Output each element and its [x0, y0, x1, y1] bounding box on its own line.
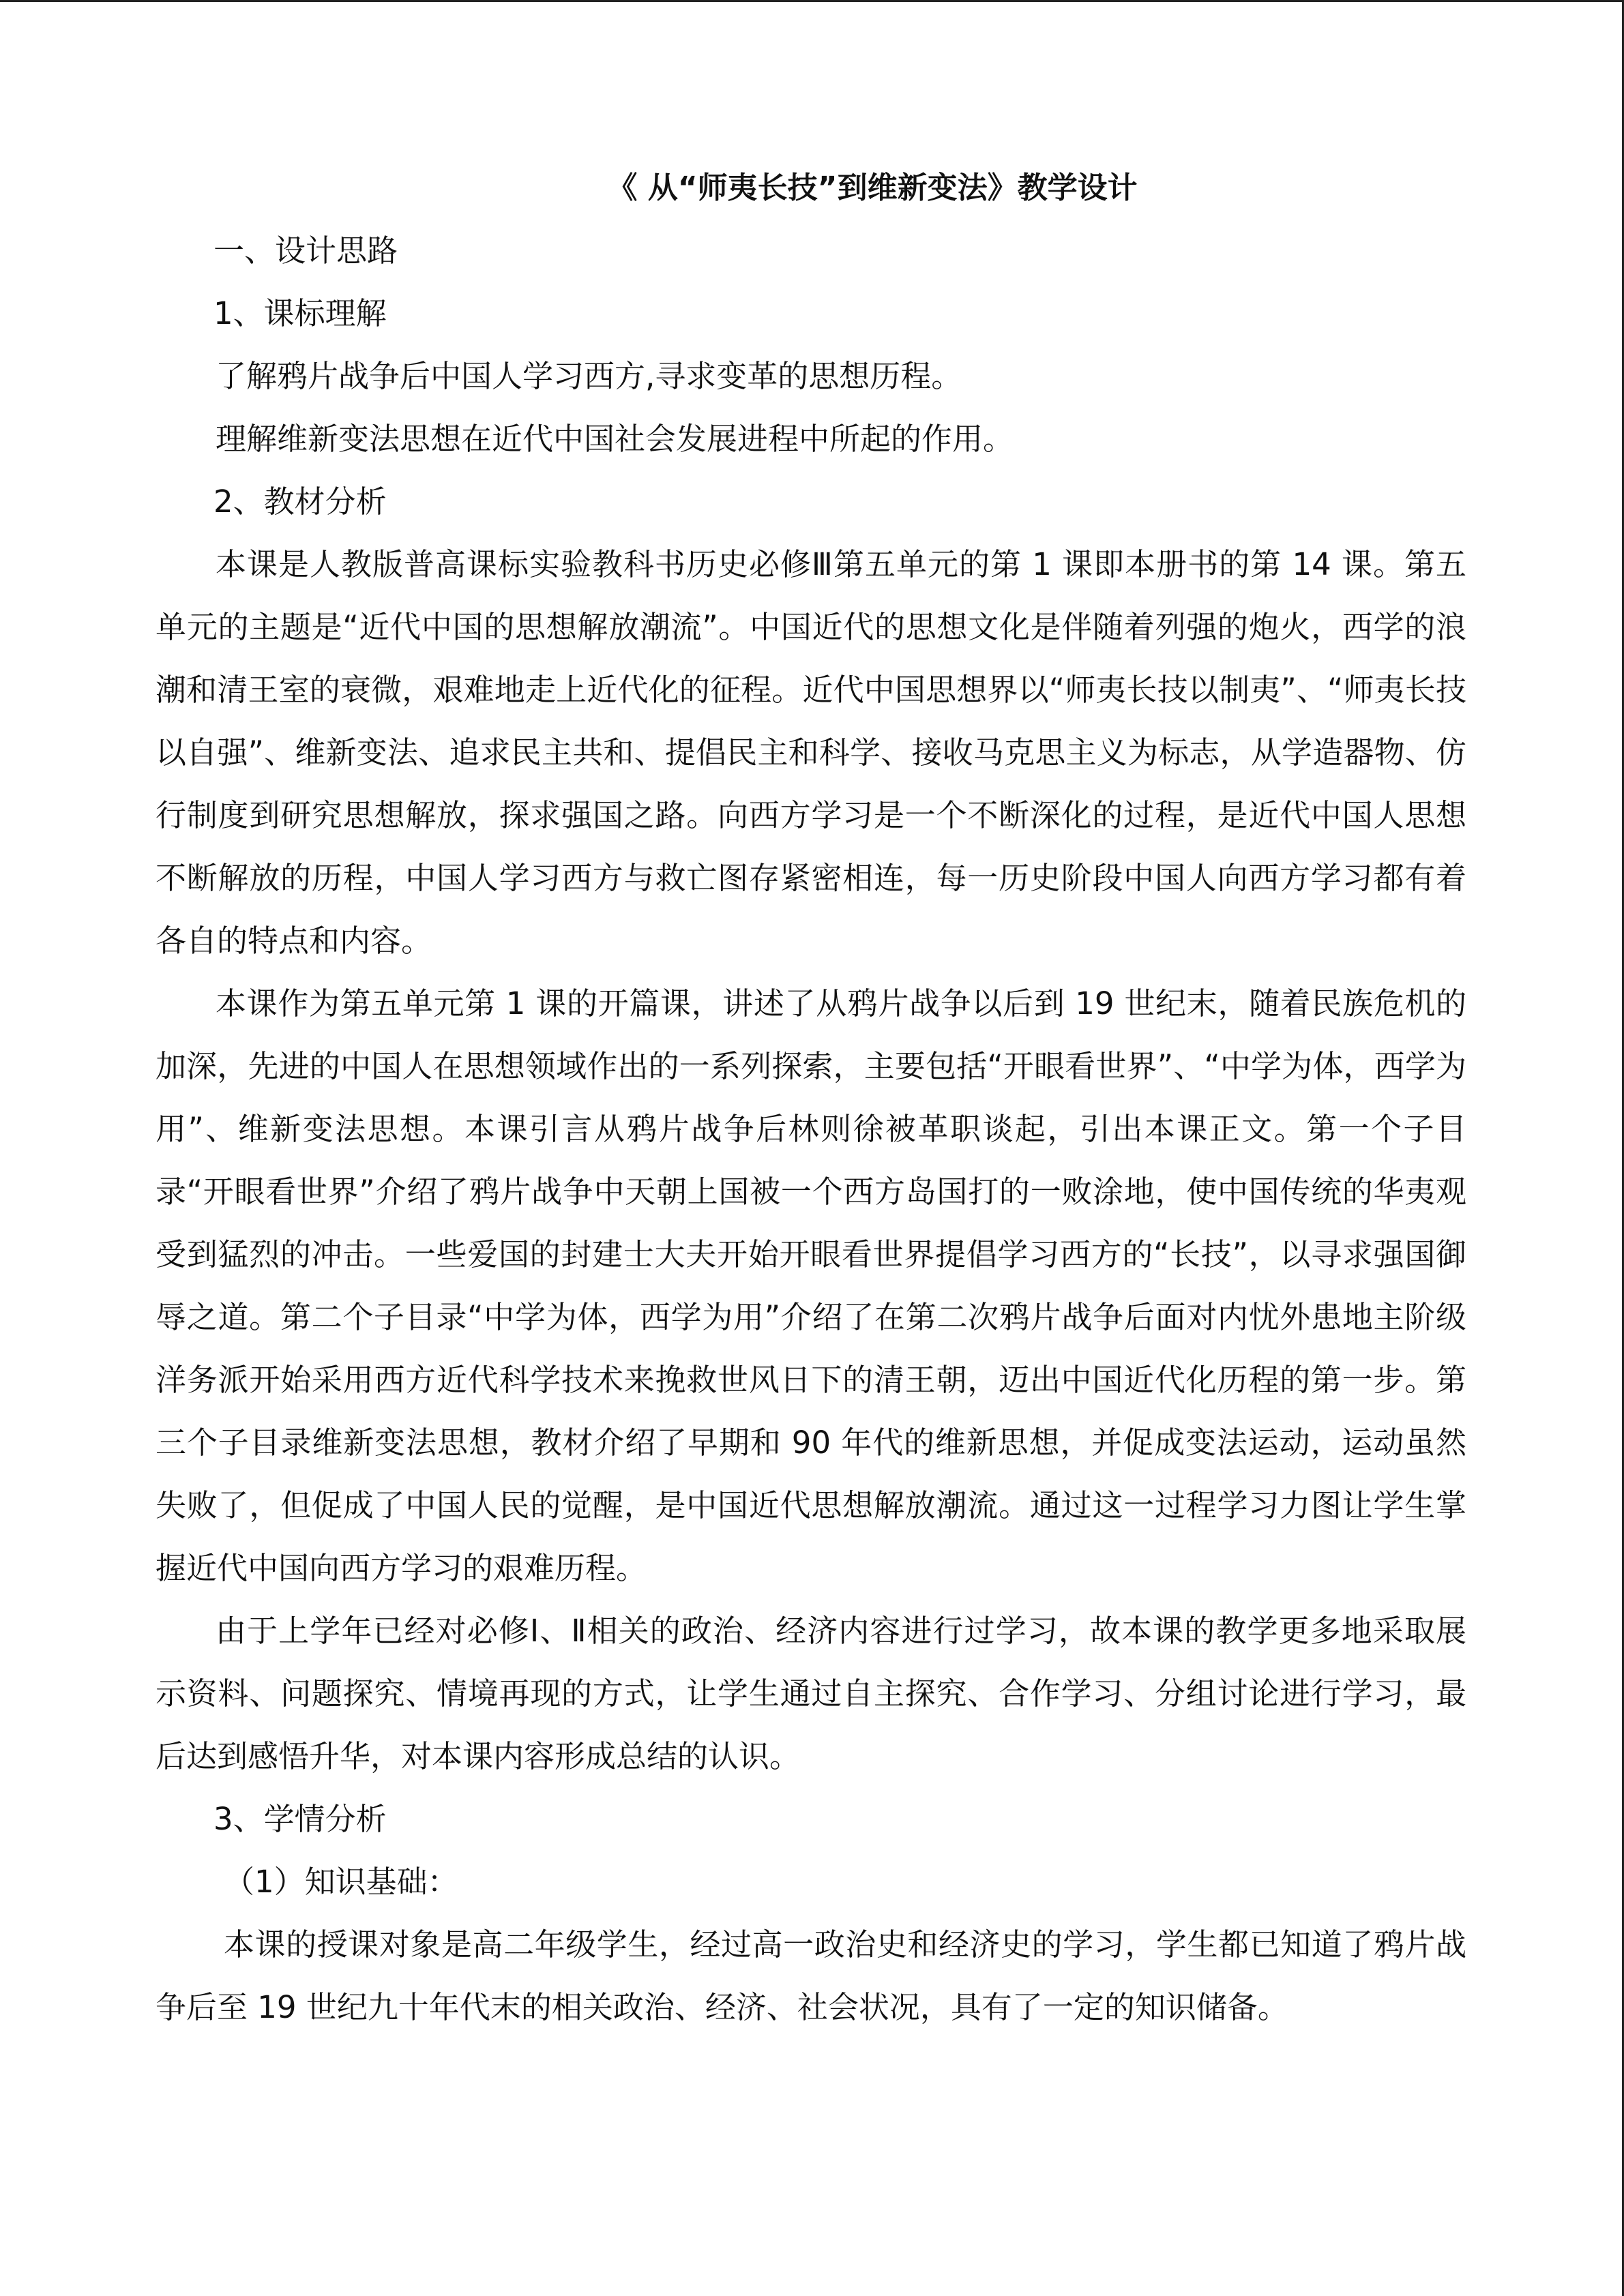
subsection-heading-textbook-analysis: 2、教材分析 — [213, 483, 387, 520]
subsubsection-heading-knowledge-base: （1）知识基础： — [224, 1864, 458, 1900]
textbook-paragraph-3: 由于上学年已经对必修Ⅰ、Ⅱ相关的政治、经济内容进行过学习，故本课的教学更多地采取展示资料、问题探究、情境再现的方式，让学生通过自主探究、合作学习、分组讨论进行学习，最后达到感悟升华，对本课内容形成总结的认识。 — [156, 1613, 1466, 1774]
subsection-heading-student-analysis: 3、学情分析 — [213, 1801, 387, 1837]
knowledge-base-paragraph: 本课的授课对象是高二年级学生，经过高一政治史和经济史的学习，学生都已知道了鸦片战争后至 19 世纪九十年代末的相关政治、经济、社会状况，具有了一定的知识储备。 — [156, 1926, 1466, 2025]
document-body — [156, 157, 1466, 2039]
subsection-heading-curriculum: 1、课标理解 — [213, 295, 387, 331]
textbook-paragraph-2: 本课作为第五单元第 1 课的开篇课，讲述了从鸦片战争以后到 19 世纪末，随着民族危机的加深，先进的中国人在思想领域作出的一系列探索，主要包括“开眼看世界”、“中学为体，西学为用”、维新变法思想。本课引言从鸦片战争后林则徐被革职谈起，引出本课正文。第一个子目录“开眼看世界”介绍了鸦片战争中天朝上国被一个西方岛国打的一败涂地，使中国传统的华夷观受到猛烈的冲击。一些爱国的封建士大夫开始开眼看世界提倡学习西方的“长技”，以寻求强国御辱之道。第二个子目录“中学为体，西学为用”介绍了在第二次鸦片战争后面对内忧外患地主阶级洋务派开始采用西方近代科学技术来挽救世风日下的清王朝，迈出中国近代化历程的第一步。第三个子目录维新变法思想，教材介绍了早期和 90 年代的维新思想，并促成变法运动，运动虽然失败了，但促成了中国人民的觉醒，是中国近代思想解放潮流。通过这一过程学习力图让学生掌握近代中国向西方学习的艰难历程。 — [156, 985, 1466, 1586]
section-heading-design-ideas: 一、设计思路 — [213, 233, 398, 269]
curriculum-paragraph-1: 了解鸦片战争后中国人学习西方,寻求变革的思想历程。 — [216, 358, 962, 394]
document-title: 《 从“师夷长技”到维新变法》教学设计 — [607, 170, 1138, 205]
curriculum-paragraph-2: 理解维新变法思想在近代中国社会发展进程中所起的作用。 — [216, 421, 1014, 457]
page-top-border — [0, 0, 1624, 2]
textbook-paragraph-1: 本课是人教版普高课标实验教科书历史必修Ⅲ第五单元的第 1 课即本册书的第 14 课。第五单元的主题是“近代中国的思想解放潮流”。中国近代的思想文化是伴随着列强的炮火，西学的浪潮和清王室的衰微，艰难地走上近代化的征程。近代中国思想界以“师夷长技以制夷”、“师夷长技以自强”、维新变法、追求民主共和、提倡民主和科学、接收马克思主义为标志，从学造器物、仿行制度到研究思想解放，探求强国之路。向西方学习是一个不断深化的过程，是近代中国人思想不断解放的历程，中国人学习西方与救亡图存紧密相连，每一历史阶段中国人向西方学习都有着各自的特点和内容。 — [156, 546, 1466, 959]
